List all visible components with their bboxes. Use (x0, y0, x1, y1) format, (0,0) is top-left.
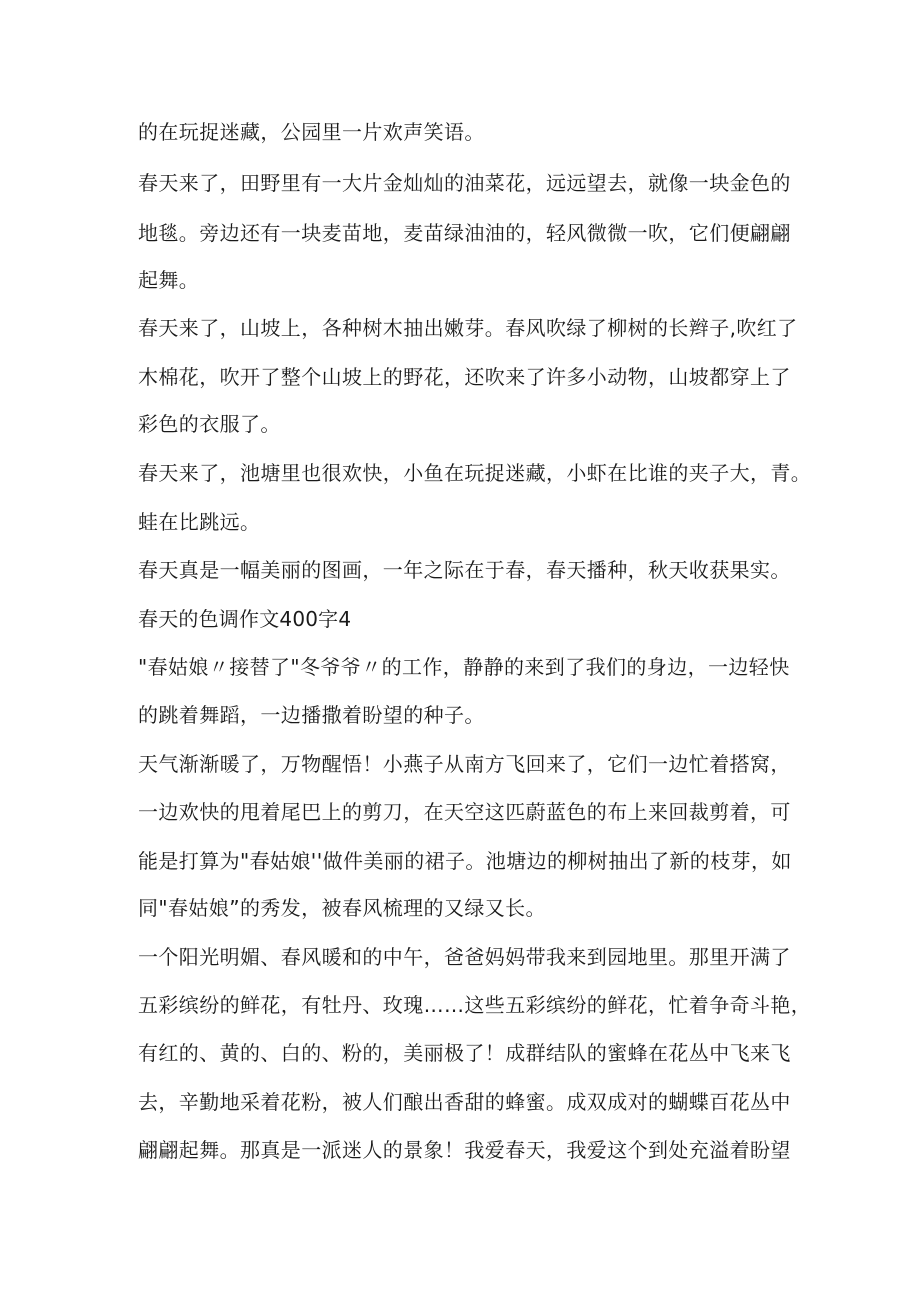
text-line-10: 春天真是一幅美丽的图画，一年之际在于春，春天播种，秋天收获果实。 (138, 558, 791, 582)
text-line-20: 有红的、黄的、白的、粉的，美丽极了！成群结队的蜜蜂在花丛中飞来飞 (138, 1041, 791, 1065)
text-line-17: 同"春姑娘”的秀发，被春风梳理的又绿又长。 (138, 896, 546, 920)
text-line-6: 木棉花，吹开了整个山坡上的野花，还吹来了许多小动物，山坡都穿上了 (138, 365, 791, 389)
text-line-7: 彩色的衣服了。 (138, 412, 281, 436)
section-heading: 春天的色调作文400字4 (138, 607, 352, 631)
text-line-14: 天气渐渐暖了，万物醒悟！小燕子从南方飞回来了，它们一边忙着搭窝， (138, 752, 791, 776)
text-line-12: "春姑娘〃接替了"冬爷爷〃的工作，静静的来到了我们的身边，一边轻快 (138, 655, 790, 679)
text-line-4: 起舞。 (138, 268, 200, 292)
text-line-22: 翩翩起舞。那真是一派迷人的景象！我爱春天，我爱这个到处充溢着盼望 (138, 1138, 791, 1162)
text-line-19: 五彩缤纷的鲜花，有牡丹、玫瑰……这些五彩缤纷的鲜花，忙着争奇斗艳， (138, 993, 812, 1017)
text-line-1: 的在玩捉迷藏，公园里一片欢声笑语。 (138, 120, 485, 144)
text-line-2: 春天来了，田野里有一大片金灿灿的油菜花，远远望去，就像一块金色的 (138, 171, 791, 195)
text-line-5: 春天来了，山坡上，各种树木抽出嫩芽。春风吹绿了柳树的长辫子,吹红了 (138, 316, 798, 340)
text-line-9: 蛙在比跳远。 (138, 510, 261, 534)
text-line-8: 春天来了，池塘里也很欢快，小鱼在玩捉迷藏，小虾在比谁的夹子大，青。 (138, 461, 812, 485)
text-line-16: 能是打算为"春姑娘''做件美丽的裙子。池塘边的柳树抽出了新的枝芽，如 (138, 849, 792, 873)
text-line-15: 一边欢快的甩着尾巴上的剪刀，在天空这匹蔚蓝色的布上来回裁剪着，可 (138, 800, 791, 824)
text-line-18: 一个阳光明媚、春风暖和的中午，爸爸妈妈带我来到园地里。那里开满了 (138, 945, 791, 969)
text-line-3: 地毯。旁边还有一块麦苗地，麦苗绿油油的，轻风微微一吹，它们便翩翩 (138, 221, 791, 245)
text-line-21: 去，辛勤地采着花粉，被人们酿出香甜的蜂蜜。成双成对的蝴蝶百花丛中 (138, 1090, 791, 1114)
text-line-13: 的跳着舞蹈，一边播撒着盼望的种子。 (138, 703, 485, 727)
